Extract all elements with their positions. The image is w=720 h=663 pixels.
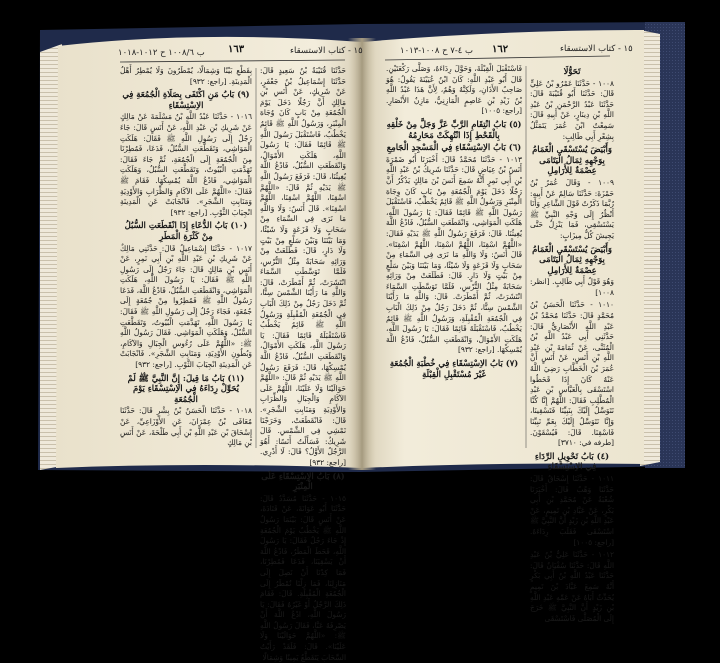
right-page-header-title: ١٥ - كتاب الاستسقاء [560,44,633,54]
gutter-shadow [348,38,376,470]
left-page-number: ١٦٣ [228,44,245,55]
hadith-paragraph: ١٠٠٩ - وَقَالَ عُمَرُ بْنُ حَمْزَةَ: حَدَّثَنَا سَالِمٌ عَنْ أَبِيهِ: رُبَّمَا ذَكَرْتُ قَوْلَ الشَّاعِرِ وَأَنَا أَنْظُرُ إِلَى وَجْهِ النَّبِيِّ ﷺ يَسْتَسْقِي، فَمَا يَنْزِلُ حَتَّى يَجِيشَ كُلُّ مِيزَابٍ: [530,177,614,240]
chapter-heading: تَحَوُّلَا [563,66,581,76]
right-page-number: ١٦٢ [492,44,509,55]
hadith-paragraph: ١٠١٧ - حَدَّثَنَا إِسْمَاعِيلُ قَالَ: حَدَّثَنِي مَالِكٌ عَنْ شَرِيكِ بْنِ عَبْدِ اللَّهِ بْنِ أَبِي نَمِرٍ، عَنْ أَنَسِ بْنِ مَالِكٍ قَالَ: جَاءَ رَجُلٌ إِلَى رَسُولِ اللَّهِ ﷺ فَقَالَ: يَا رَسُولَ اللَّهِ، هَلَكَتِ الْمَوَاشِي، وَانْقَطَعَتِ السُّبُلُ، فَادْعُ اللَّهَ، فَدَعَا رَسُولُ اللَّهِ ﷺ فَمُطِرُوا مِنْ جُمُعَةٍ إِلَى جُمُعَةٍ، فَجَاءَ رَجُلٌ إِلَى رَسُولِ اللَّهِ ﷺ فَقَالَ: يَا رَسُولَ اللَّهِ، تَهَدَّمَتِ الْبُيُوتُ، وَتَقَطَّعَتِ السُّبُلُ، وَهَلَكَتِ الْمَوَاشِي. فَقَالَ رَسُولُ اللَّهِ ﷺ: «اللَّهُمَّ عَلَى رُءُوسِ الْجِبَالِ وَالآكَامِ، وَبُطُونِ الأَوْدِيَةِ، وَمَنَابِتِ الشَّجَرِ». فَانْجَابَتْ عَنِ الْمَدِينَةِ انْجِيَابَ الثَّوْبِ. [راجع: ٩٣٢] [120,243,252,370]
hadith-paragraph: ١٠١٦ - حَدَّثَنَا عَبْدُ اللَّهِ بْنُ مَسْلَمَةَ عَنْ مَالِكٍ عَنْ شَرِيكِ بْنِ عَبْدِ اللَّهِ، عَنْ أَنَسٍ قَالَ: جَاءَ رَجُلٌ إِلَى رَسُولِ اللَّهِ ﷺ فَقَالَ: هَلَكَتِ الْمَوَاشِي، وَتَقَطَّعَتِ السُّبُلُ، فَدَعَا، فَمُطِرْنَا مِنَ الْجُمُعَةِ إِلَى الْجُمُعَةِ، ثُمَّ جَاءَ فَقَالَ: تَهَدَّمَتِ الْبُيُوتُ، وَتَقَطَّعَتِ السُّبُلُ، وَهَلَكَتِ الْمَوَاشِي، فَادْعُ اللَّهَ يُمْسِكْهَا. فَقَامَ ﷺ فَقَالَ: «اللَّهُمَّ عَلَى الآكَامِ وَالظِّرَابِ وَالأَوْدِيَةِ وَمَنَابِتِ الشَّجَرِ». فَانْجَابَتْ عَنِ الْمَدِينَةِ انْجِيَابَ الثَّوْبِ. [راجع: ٩٣٢] [120,112,252,217]
left-page-header-title: ١٥ - كتاب الاستسقاء [290,46,363,56]
hadith-paragraph: ١٠١٠ - حَدَّثَنَا الْحَسَنُ بْنُ مُحَمَّدٍ قَالَ: حَدَّثَنَا مُحَمَّدُ بْنُ عَبْدِ اللَّهِ الأَنْصَارِيُّ قَالَ: حَدَّثَنِي أَبِي عَبْدُ اللَّهِ بْنُ الْمُثَنَّى، عَنْ ثُمَامَةَ بْنِ عَبْدِ اللَّهِ بْنِ أَنَسٍ، عَنْ أَنَسٍ أَنَّ عُمَرَ بْنَ الْخَطَّابِ رَضِيَ اللَّهُ عَنْهُ كَانَ إِذَا قَحَطُوا اسْتَسْقَى بِالْعَبَّاسِ بْنِ عَبْدِ الْمُطَّلِبِ فَقَالَ: اللَّهُمَّ إِنَّا كُنَّا نَتَوَسَّلُ إِلَيْكَ بِنَبِيِّنَا فَتَسْقِينَا، وَإِنَّا نَتَوَسَّلُ إِلَيْكَ بِعَمِّ نَبِيِّنَا فَاسْقِنَا. قَالَ: فَيُسْقَوْنَ. [طرفه في: ٣٧١٠] [530,300,614,448]
right-page-header-refs: ب ٤-٧ ح ١٠٠٨-١٠١٣ [400,46,474,56]
chapter-heading: (٩) بَابُ مَنِ اكْتَفَى بِصَلَاةِ الْجُمُعَةِ فِي الاِسْتِسْقَاءِ [122,89,250,110]
chapter-heading: (٧) بَابُ الاِسْتِسْقَاءِ فِي خُطْبَةِ الْجُمُعَةِ غَيْرَ مُسْتَقْبِلِ الْقِبْلَةِ [389,358,519,379]
hadith-paragraph: ١٠١٣ - حَدَّثَنَا مُحَمَّدٌ قَالَ: أَخْبَرَنَا أَبُو ضَمْرَةَ أَنَسُ بْنُ عِيَاضٍ قَالَ: حَدَّثَنَا شَرِيكُ بْنُ عَبْدِ اللَّهِ بْنِ أَبِي نَمِرٍ أَنَّهُ سَمِعَ أَنَسَ بْنَ مَالِكٍ يَذْكُرُ أَنَّ رَجُلًا دَخَلَ يَوْمَ الْجُمُعَةِ مِنْ بَابٍ كَانَ وِجَاهَ الْمِنْبَرِ وَرَسُولُ اللَّهِ ﷺ قَائِمٌ يَخْطُبُ، فَاسْتَقْبَلَ رَسُولَ اللَّهِ ﷺ قَائِمًا فَقَالَ: يَا رَسُولَ اللَّهِ، هَلَكَتِ الْمَوَاشِي، وَانْقَطَعَتِ السُّبُلُ، فَادْعُ اللَّهَ يُغِيثُنَا. قَالَ: فَرَفَعَ رَسُولُ اللَّهِ ﷺ يَدَيْهِ فَقَالَ: «اللَّهُمَّ اسْقِنَا، اللَّهُمَّ اسْقِنَا، اللَّهُمَّ اسْقِنَا». قَالَ أَنَسٌ: وَلَا وَاللَّهِ مَا نَرَى فِي السَّمَاءِ مِنْ سَحَابٍ وَلَا قَزَعَةٍ وَلَا شَيْئًا، وَمَا بَيْنَنَا وَبَيْنَ سَلْعٍ مِنْ بَيْتٍ وَلَا دَارٍ. قَالَ: فَطَلَعَتْ مِنْ وَرَائِهِ سَحَابَةٌ مِثْلُ التُّرْسِ، فَلَمَّا تَوَسَّطَتِ السَّمَاءَ انْتَشَرَتْ، ثُمَّ أَمْطَرَتْ. قَالَ: وَاللَّهِ مَا رَأَيْنَا الشَّمْسَ سِتًّا، ثُمَّ دَخَلَ رَجُلٌ مِنْ ذَلِكَ الْبَابِ فِي الْجُمُعَةِ الْمُقْبِلَةِ، وَرَسُولُ اللَّهِ ﷺ قَائِمٌ يَخْطُبُ، فَاسْتَقْبَلَهُ قَائِمًا فَقَالَ: يَا رَسُولَ اللَّهِ، هَلَكَتِ الأَمْوَالُ، وَانْقَطَعَتِ السُّبُلُ، فَادْعُ اللَّهَ يُمْسِكْهَا. [راجع: ٩٣٢] [386,154,522,355]
chapter-heading: (٥) بَابُ انْتِقَامِ الرَّبِّ عَزَّ وَجَلَّ مِنْ خَلْقِهِ بِالْقَحْطِ إِذَا انْتُهِكَتْ مَحَارِمُهُ [386,118,522,140]
hadith-paragraph: ١٠١٢ - حَدَّثَنَا عَلِيُّ بْنُ عَبْدِ اللَّهِ قَالَ: حَدَّثَنَا سُفْيَانُ قَالَ: حَدَّثَنَا عَبْدُ اللَّهِ بْنُ أَبِي بَكْرٍ أَنَّهُ سَمِعَ عَبَّادَ بْنَ تَمِيمٍ يُحَدِّثُ أَبَاهُ عَنْ عَمِّهِ عَبْدِ اللَّهِ بْنِ زَيْدٍ أَنَّ النَّبِيَّ ﷺ خَرَجَ إِلَى الْمُصَلَّى فَاسْتَسْقَى [530,550,614,623]
chapter-heading: وَأَبْيَضَ يُسْتَسْقَى الْغَمَامُ بِوَجْهِهِ ثِمَالُ الْيَتَامَى عِصْمَةٌ لِلأَرَامِلِ [532,144,612,176]
hadith-paragraph: ١٠١٨ - حَدَّثَنَا الْحَسَنُ بْنُ بِشْرٍ قَالَ: حَدَّثَنَا مُعَافَى بْنُ عِمْرَانَ، عَنِ الأَوْزَاعِيِّ، عَنْ إِسْحَاقَ بْنِ عَبْدِ اللَّهِ بْنِ أَبِي طَلْحَةَ، عَنْ أَنَسِ بْنِ مَالِكٍ [120,406,252,448]
right-page-left-column [386,64,522,458]
chapter-heading: (٨) بَابُ الاِسْتِسْقَاءِ عَلَى الْمِنْبَرِ [261,470,345,492]
chapter-heading: (١٠) بَابُ الدُّعَاءِ إِذَا انْقَطَعَتِ السُّبُلُ مِنْ كَثْرَةِ الْمَطَرِ [124,220,248,241]
hadith-paragraph: فَاسْتَقْبَلَ الْقِبْلَةَ، وَحَوَّلَ رِدَاءَهُ، وَصَلَّى رَكْعَتَيْنِ. قَالَ أَبُو عَبْدِ اللَّهِ: كَانَ ابْنُ عُيَيْنَةَ يَقُولُ: هُوَ صَاحِبُ الأَذَانِ، وَلَكِنَّهُ وَهْمٌ، لِأَنَّ هَذَا عَبْدُ اللَّهِ بْنُ زَيْدِ بْنِ عَاصِمٍ الْمَازِنِيُّ، مَازِنُ الأَنْصَارِ. [راجع: ١٠٠٥] [386,64,522,116]
chapter-heading: (٤) بَابُ تَحْوِيلِ الرِّدَاءِ فِي الاِسْتِسْقَاءِ [534,450,610,472]
hadith-paragraph: بِقَطْعِ بَيْنًا وَشِمَالًا، يُمْطَرُونَ وَلَا يُمْطِرُ أَهْلُ الْمَدِينَةِ. [راجع: ٩٣٢] [120,66,252,86]
hadith-paragraph: حَدَّثَنَا قُتَيْبَةُ بْنُ سَعِيدٍ قَالَ: حَدَّثَنَا إِسْمَاعِيلُ بْنُ جَعْفَرٍ، عَنْ شَرِيكٍ، عَنْ أَنَسِ بْنِ مَالِكٍ أَنَّ رَجُلًا دَخَلَ يَوْمَ الْجُمُعَةِ مِنْ بَابٍ كَانَ وُجَاهَ الْمِنْبَرِ، وَرَسُولُ اللَّهِ ﷺ قَائِمٌ يَخْطُبُ، فَاسْتَقْبَلَ رَسُولَ اللَّهِ ﷺ قَائِمًا فَقَالَ: يَا رَسُولَ اللَّهِ، هَلَكَتِ الأَمْوَالُ، وَانْقَطَعَتِ السُّبُلُ، فَادْعُ اللَّهَ يُغِيثُنَا، قَالَ: فَرَفَعَ رَسُولُ اللَّهِ ﷺ يَدَيْهِ ثُمَّ قَالَ: «اللَّهُمَّ اسْقِنَا، اللَّهُمَّ اسْقِنَا، اللَّهُمَّ اسْقِنَا». قَالَ أَنَسٌ: وَلَا وَاللَّهِ مَا نَرَى فِي السَّمَاءِ مِنْ سَحَابٍ وَلَا قَزَعَةٍ وَلَا شَيْئًا، وَمَا بَيْنَنَا وَبَيْنَ سَلْعٍ مِنْ بَيْتٍ وَلَا دَارٍ، قَالَ: فَطَلَعَتْ مِنْ وَرَائِهِ سَحَابَةٌ مِثْلُ التُّرْسِ، فَلَمَّا تَوَسَّطَتِ السَّمَاءَ انْتَشَرَتْ، ثُمَّ أَمْطَرَتْ، قَالَ: وَاللَّهِ مَا رَأَيْنَا الشَّمْسَ سِتًّا، ثُمَّ دَخَلَ رَجُلٌ مِنْ ذَلِكَ الْبَابِ فِي الْجُمُعَةِ الْمُقْبِلَةِ وَرَسُولُ اللَّهِ ﷺ قَائِمٌ يَخْطُبُ فَاسْتَقْبَلَهُ قَائِمًا فَقَالَ: يَا رَسُولَ اللَّهِ، هَلَكَتِ الأَمْوَالُ، وَانْقَطَعَتِ السُّبُلُ، فَادْعُ اللَّهَ يُمْسِكْهَا، قَالَ: فَرَفَعَ رَسُولُ اللَّهِ ﷺ يَدَيْهِ ثُمَّ قَالَ: «اللَّهُمَّ حَوَالَيْنَا وَلَا عَلَيْنَا، اللَّهُمَّ عَلَى الآكَامِ وَالْجِبَالِ وَالظِّرَابِ وَالأَوْدِيَةِ وَمَنَابِتِ الشَّجَرِ». قَالَ: فَانْقَطَعَتْ، وَخَرَجْنَا نَمْشِي فِي الشَّمْسِ. قَالَ شَرِيكٌ: فَسَأَلْتُ أَنَسًا: أَهُوَ الرَّجُلُ الأَوَّلُ؟ قَالَ: لَا أَدْرِي. [راجع: ٩٣٢] [260,66,346,467]
right-page-right-column [530,64,614,623]
hadith-paragraph: ١٠١٥ - حَدَّثَنَا مُسَدَّدٌ قَالَ: حَدَّثَنَا أَبُو عَوَانَةَ، عَنْ قَتَادَةَ، عَنْ أَنَسٍ قَالَ: بَيْنَمَا رَسُولُ اللَّهِ ﷺ يَخْطُبُ يَوْمَ الْجُمُعَةِ إِذْ جَاءَ رَجُلٌ فَقَالَ: يَا رَسُولَ اللَّهِ، قَحَطَ الْمَطَرُ، فَادْعُ اللَّهَ أَنْ يَسْقِيَنَا، فَدَعَا فَمُطِرْنَا، فَمَا كِدْنَا أَنْ نَصِلَ إِلَى مَنَازِلِنَا، فَمَا زِلْنَا نُمْطَرُ إِلَى الْجُمُعَةِ الْمُقْبِلَةِ. قَالَ: فَقَامَ ذَلِكَ الرَّجُلُ أَوْ غَيْرُهُ فَقَالَ: يَا رَسُولَ اللَّهِ، ادْعُ اللَّهَ أَنْ يَصْرِفَهُ عَنَّا، فَقَالَ رَسُولُ اللَّهِ ﷺ: «اللَّهُمَّ حَوَالَيْنَا وَلَا عَلَيْنَا». قَالَ: فَلَقَدْ رَأَيْتُ السَّحَابَ يَتَقَطَّعُ يَمِينًا وَشِمَالًا [260,493,346,662]
left-page-header-refs: ب ١٠٠٨/٦ ح ١٠١٢-١٠١٨ [118,48,205,58]
hadith-paragraph: ١٠١١ - حَدَّثَنَا إِسْحَاقُ قَالَ: حَدَّثَنَا وَهْبٌ قَالَ: أَخْبَرَنَا شُعْبَةُ عَنْ مُحَمَّدِ بْنِ أَبِي بَكْرٍ، عَنْ عَبَّادِ بْنِ تَمِيمٍ، عَنْ عَبْدِ اللَّهِ بْنِ زَيْدٍ أَنَّ النَّبِيَّ ﷺ اسْتَسْقَى فَقَلَبَ رِدَاءَهُ. [راجع: ١٠٠٥] [530,473,614,547]
chapter-heading: (٦) بَابُ الاِسْتِسْقَاءِ فِي الْمَسْجِدِ الْجَامِعِ [386,142,522,153]
hadith-paragraph: وَهُوَ قَوْلُ أَبِي طَالِبٍ. [انظر: ١٠٠٨] [530,277,614,297]
left-page-second-column [260,66,346,662]
left-page-right-column [120,66,252,458]
chapter-heading: وَأَبْيَضَ يُسْتَسْقَى الْغَمَامُ بِوَجْهِهِ ثِمَالُ الْيَتَامَى عِصْمَةٌ لِلأَرَامِلِ [532,243,612,275]
chapter-heading: (١١) بَابُ مَا قِيلَ: إِنَّ النَّبِيَّ ﷺ لَمْ يُحَوِّلْ رِدَاءَهُ فِي الاِسْتِسْقَاءِ يَوْمَ الْجُمُعَةِ [127,372,245,404]
hadith-paragraph: ١٠٠٨ - حَدَّثَنَا عَمْرُو بْنُ عَلِيٍّ قَالَ: حَدَّثَنَا أَبُو قُتَيْبَةَ قَالَ: حَدَّثَنَا عَبْدُ الرَّحْمَنِ بْنُ عَبْدِ اللَّهِ بْنِ دِينَارٍ، عَنْ أَبِيهِ قَالَ: سَمِعْتُ ابْنَ عُمَرَ يَتَمَثَّلُ بِشِعْرِ أَبِي طَالِبٍ: [530,78,614,141]
